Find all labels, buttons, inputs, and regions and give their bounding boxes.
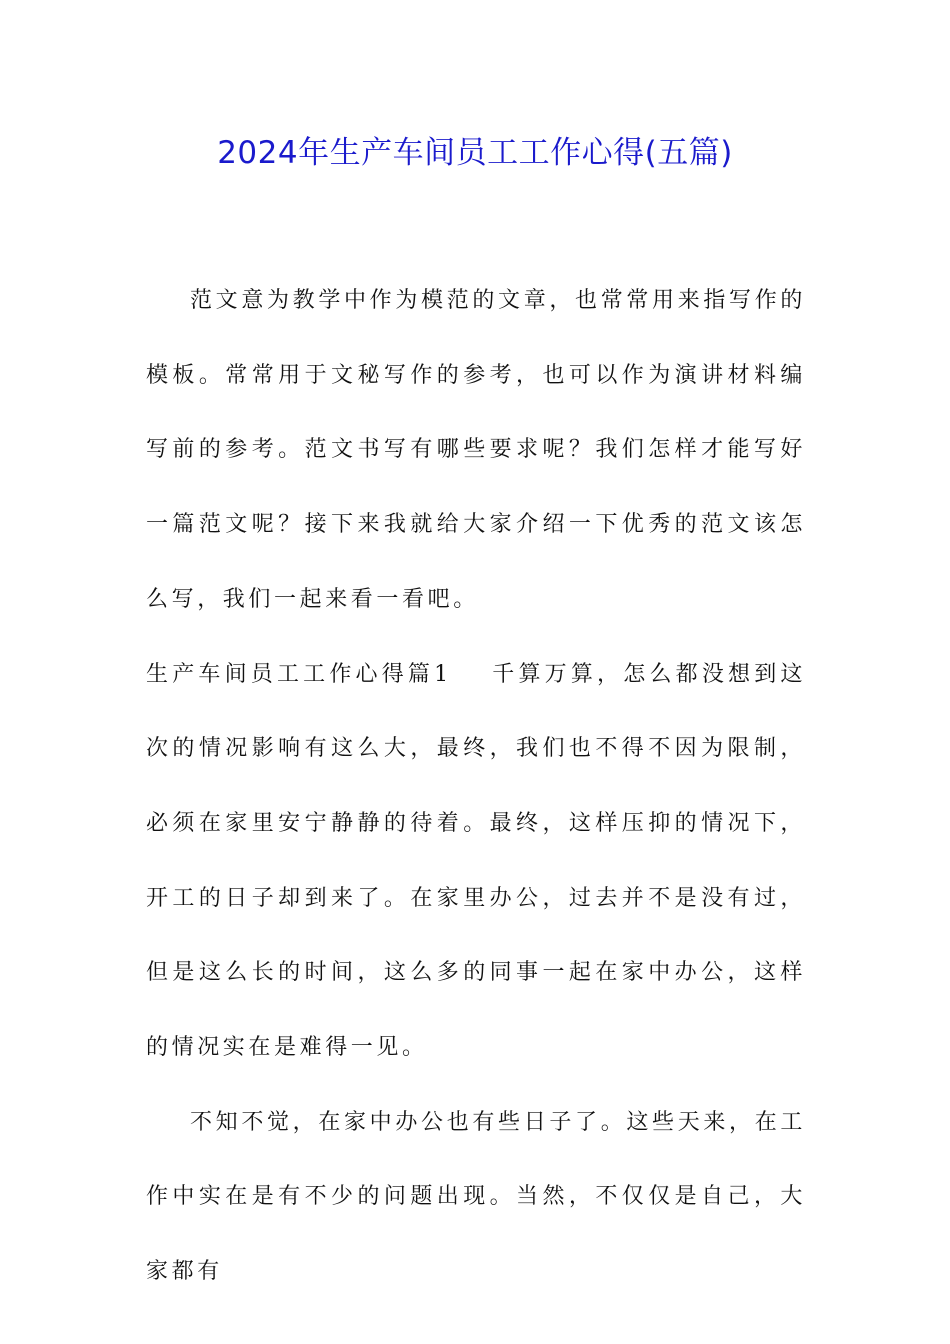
document-body (146, 264, 806, 1310)
body-paragraph: 不知不觉，在家中办公也有些日子了。这些天来，在工作中实在是有不少的问题出现。当然，不仅仅是自己，大家都有 (146, 1109, 806, 1285)
section-heading: 生产车间员工工作心得篇1 (146, 661, 452, 687)
document-title: 2024年生产车间员工工作心得(五篇) (217, 135, 733, 171)
section-paragraph (146, 638, 806, 1086)
intro-paragraph: 范文意为教学中作为模范的文章，也常常用来指写作的模板。常常用于文秘写作的参考，也可以作为演讲材料编写前的参考。范文书写有哪些要求呢？我们怎样才能写好一篇范文呢？接下来我就给大家介绍一下优秀的范文该怎么写，我们一起来看一看吧。 (146, 288, 806, 612)
section-paragraph-text: 千算万算，怎么都没想到这次的情况影响有这么大，最终，我们也不得不因为限制，必须在家里安宁静静的待着。最终，这样压抑的情况下，开工的日子却到来了。在家里办公，过去并不是没有过，但是这么长的时间，这么多的同事一起在家中办公，这样的情况实在是难得一见。 (146, 661, 806, 1061)
